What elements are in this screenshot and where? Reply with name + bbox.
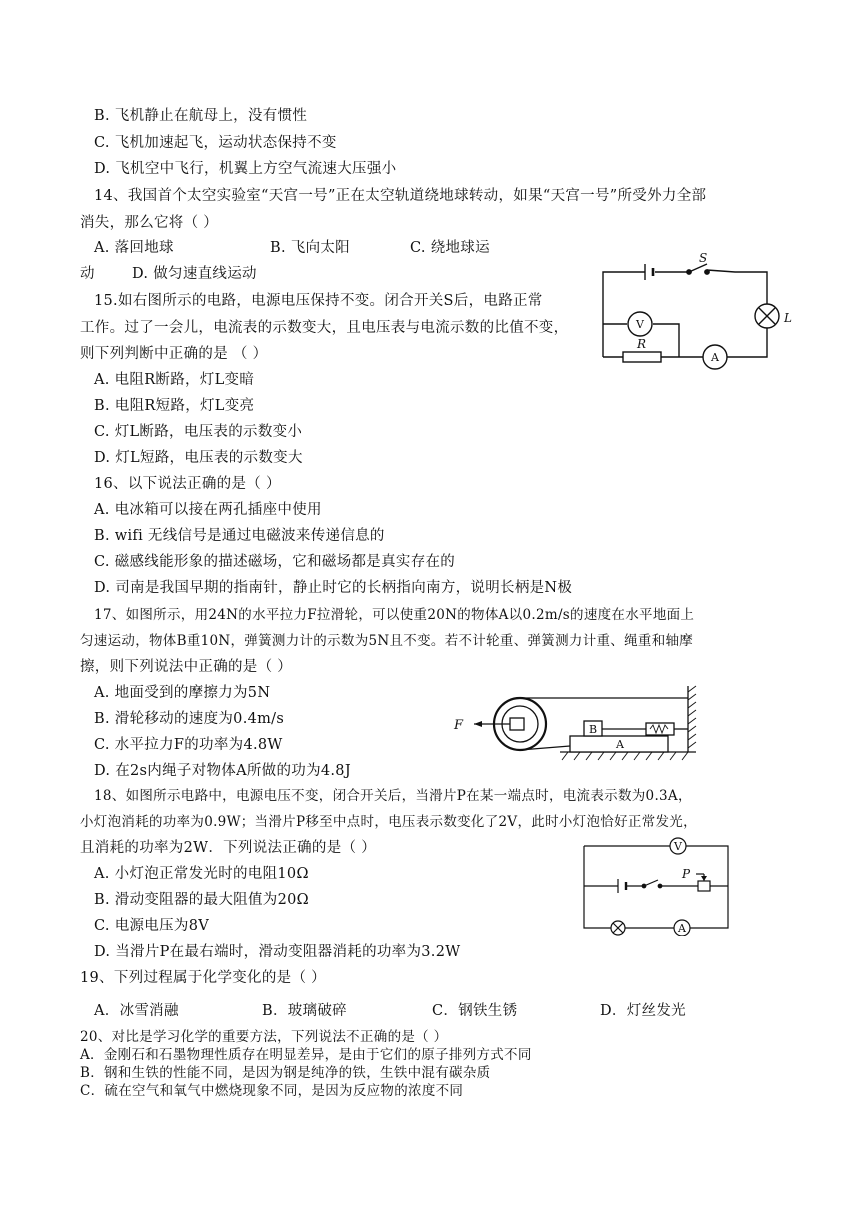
q14-stem-line-2: 消失，那么它将（ ） <box>80 215 219 231</box>
q17-stem-line-2: 匀速运动，物体B重10N，弹簧测力计的示数为5N且不变。若不计轮重、弹簧测力计重、绳重和轴摩 <box>80 633 694 649</box>
q17-option-a: A. 地面受到的摩擦力为5N <box>94 685 271 701</box>
q20-option-a: A．金刚石和石墨物理性质存在明显差异，是由于它们的原子排列方式不同 <box>80 1047 532 1063</box>
q15-fig-label-ammeter: A <box>711 351 719 364</box>
q15-fig-label-voltmeter: V <box>636 318 644 331</box>
q13-option-c: C. 飞机加速起飞，运动状态保持不变 <box>94 135 337 151</box>
q20-stem: 20、对比是学习化学的重要方法，下列说法不正确的是（ ） <box>80 1029 448 1045</box>
q15-fig-label-switch: S <box>699 252 708 265</box>
q14-option-b: B. 飞向太阳 <box>270 240 350 256</box>
q18-stem-line-3: 且消耗的功率为2W．下列说法正确的是（ ） <box>80 840 377 856</box>
q16-stem: 16、以下说法正确的是（ ） <box>94 476 281 492</box>
q16-option-a: A. 电冰箱可以接在两孔插座中使用 <box>94 502 322 518</box>
q13-option-d: D. 飞机空中飞行，机翼上方空气流速大压强小 <box>94 161 397 177</box>
q18-stem-line-1: 18、如图所示电路中，电源电压不变，闭合开关后，当滑片P在某一端点时，电流表示数为0.3A， <box>94 788 692 804</box>
q17-option-d: D. 在2s内绳子对物体A所做的功为4.8J <box>94 763 351 779</box>
q16-option-d: D. 司南是我国早期的指南针，静止时它的长柄指向南方，说明长柄是N极 <box>94 580 573 596</box>
q14-option-c: C. 绕地球运 <box>410 240 490 256</box>
q17-option-b: B. 滑轮移动的速度为0.4m/s <box>94 711 285 727</box>
q16-option-c: C. 磁感线能形象的描述磁场，它和磁场都是真实存在的 <box>94 554 456 570</box>
q16-option-b: B. wifi 无线信号是通过电磁波来传递信息的 <box>94 528 385 544</box>
q18-option-c: C. 电源电压为8V <box>94 918 209 934</box>
q18-fig-label-voltmeter: V <box>674 840 682 853</box>
q15-stem-line-3: 则下列判断中正确的是 （ ） <box>80 346 268 362</box>
q19-option-a: A．冰雪消融 <box>94 1003 179 1019</box>
q17-fig-label-block-a: A <box>616 738 624 751</box>
q19-stem: 19、下列过程属于化学变化的是（ ） <box>80 970 326 986</box>
q18-fig-label-ammeter: A <box>678 922 686 935</box>
q15-stem-line-1: 15.如右图所示的电路，电源电压保持不变。闭合开关S后，电路正常 <box>94 293 543 309</box>
q20-option-c: C．硫在空气和氧气中燃烧现象不同，是因为反应物的浓度不同 <box>80 1083 464 1099</box>
q15-option-a: A. 电阻R断路，灯L变暗 <box>94 372 255 388</box>
q14-option-a: A. 落回地球 <box>94 240 174 256</box>
q14-option-d: D. 做匀速直线运动 <box>132 266 257 282</box>
q18-option-a: A. 小灯泡正常发光时的电阻10Ω <box>94 866 309 882</box>
q17-stem-line-3: 擦，则下列说法中正确的是（ ） <box>80 659 293 675</box>
q14-stem-line-1: 14、我国首个太空实验室“天宫一号”正在太空轨道绕地球转动，如果“天宫一号”所受外力全部 <box>94 188 707 204</box>
q17-stem-line-1: 17、如图所示，用24N的水平拉力F拉滑轮，可以使重20N的物体A以0.2m/s的速度在水平地面上 <box>94 607 695 623</box>
q15-circuit-diagram <box>595 252 795 378</box>
q18-option-d: D. 当滑片P在最右端时，滑动变阻器消耗的功率为3.2W <box>94 944 461 960</box>
q17-pulley-diagram <box>450 684 710 766</box>
q19-option-c: C．钢铁生锈 <box>432 1003 518 1019</box>
q17-option-c: C. 水平拉力F的功率为4.8W <box>94 737 283 753</box>
q15-option-b: B. 电阻R短路，灯L变亮 <box>94 398 255 414</box>
q18-circuit-diagram <box>578 836 738 936</box>
q14-option-c-continued: 动 <box>80 266 95 282</box>
q18-stem-line-2: 小灯泡消耗的功率为0.9W；当滑片P移至中点时，电压表示数变化了2V，此时小灯泡恰好正常发光， <box>80 814 697 830</box>
q18-option-b: B. 滑动变阻器的最大阻值为20Ω <box>94 892 309 908</box>
q15-fig-label-lamp: L <box>784 311 792 325</box>
q17-fig-label-force: F <box>454 718 464 733</box>
q19-option-d: D．灯丝发光 <box>600 1003 686 1019</box>
q19-option-b: B．玻璃破碎 <box>262 1003 347 1019</box>
q15-fig-label-resistor: R <box>637 337 647 351</box>
q15-option-c: C. 灯L断路，电压表的示数变小 <box>94 424 303 440</box>
q17-fig-label-block-b: B <box>588 723 598 736</box>
q18-fig-label-slider: P <box>682 867 691 881</box>
q13-option-b: B. 飞机静止在航母上，没有惯性 <box>94 108 308 124</box>
q20-option-b: B．钢和生铁的性能不同，是因为钢是纯净的铁，生铁中混有碳杂质 <box>80 1065 491 1081</box>
q15-option-d: D. 灯L短路，电压表的示数变大 <box>94 450 303 466</box>
q15-stem-line-2: 工作。过了一会儿，电流表的示数变大，且电压表与电流示数的比值不变， <box>80 320 569 336</box>
